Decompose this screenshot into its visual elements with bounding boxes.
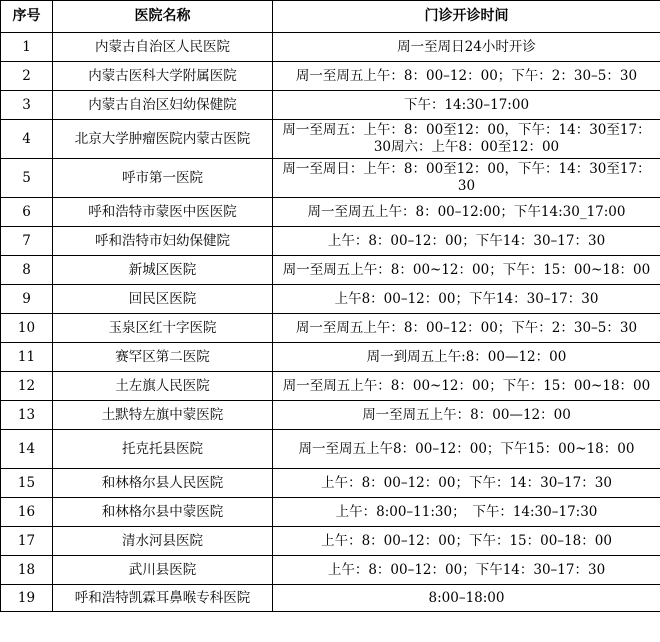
table-row (1, 120, 660, 159)
row-index: 4 (1, 120, 53, 159)
hospital-name: 土默特左旗中蒙医院 (53, 401, 273, 430)
row-index: 13 (1, 401, 53, 430)
hospital-name: 新城区医院 (53, 256, 273, 285)
clinic-hours: 周一至周五上午：8：00~12：00；下午：15：00~18：00 (273, 372, 660, 401)
clinic-hours: 周一至周日：上午：8：00至12：00，下午：14：30至17：30 (273, 159, 660, 198)
hospital-name: 呼和浩特市蒙医中医医院 (53, 198, 273, 227)
row-index: 11 (1, 343, 53, 372)
clinic-hours: 上午：8：00–12：00；下午：14：30–17：30 (273, 469, 660, 498)
row-index: 10 (1, 314, 53, 343)
clinic-hours: 上午：8:00–11:30； 下午：14:30–17:30 (273, 498, 660, 527)
table-row (1, 343, 660, 372)
hospital-name: 和林格尔县人民医院 (53, 469, 273, 498)
table-row (1, 372, 660, 401)
table-row (1, 314, 660, 343)
clinic-hours: 周一至周五上午：8：00–12:00；下午14:30_17:00 (273, 198, 660, 227)
header-hospital-name: 医院名称 (53, 1, 273, 33)
hospital-name: 内蒙古自治区妇幼保健院 (53, 91, 273, 120)
clinic-hours: 周一到周五上午:8：00—12：00 (273, 343, 660, 372)
clinic-hours: 周一至周五上午：8：00—12：00 (273, 401, 660, 430)
hospital-name: 内蒙古医科大学附属医院 (53, 62, 273, 91)
clinic-hours: 周一至周五上午：8：00~12：00；下午：15：00~18：00 (273, 256, 660, 285)
table-row (1, 556, 660, 585)
clinic-hours: 周一至周五上午：8：00–12：00；下午：2：30–5：30 (273, 314, 660, 343)
clinic-hours: 下午：14:30–17:00 (273, 91, 660, 120)
table-row (1, 91, 660, 120)
clinic-hours: 周一至周五上午8：00–12：00；下午15：00~18：00 (273, 430, 660, 469)
row-index: 16 (1, 498, 53, 527)
row-index: 2 (1, 62, 53, 91)
hospital-name: 清水河县医院 (53, 527, 273, 556)
table-row (1, 198, 660, 227)
clinic-hours: 上午：8：00–12：00；下午：15：00–18：00 (273, 527, 660, 556)
hospital-name: 玉泉区红十字医院 (53, 314, 273, 343)
table-row (1, 159, 660, 198)
clinic-hours: 周一至周五：上午：8：00至12：00，下午：14：30至17：30周六：上午8：00至12：00 (273, 120, 660, 159)
hospital-name: 北京大学肿瘤医院内蒙古医院 (53, 120, 273, 159)
clinic-hours: 8:00–18:00 (273, 585, 660, 612)
hospital-name: 和林格尔县中蒙医院 (53, 498, 273, 527)
hospital-name: 托克托县医院 (53, 430, 273, 469)
hospital-name: 回民区医院 (53, 285, 273, 314)
hospital-name: 土左旗人民医院 (53, 372, 273, 401)
table-row (1, 498, 660, 527)
table-row (1, 285, 660, 314)
row-index: 6 (1, 198, 53, 227)
clinic-hours: 上午：8：00–12：00；下午14：30–17：30 (273, 556, 660, 585)
hospital-name: 呼市第一医院 (53, 159, 273, 198)
row-index: 12 (1, 372, 53, 401)
table-row (1, 469, 660, 498)
hospital-name: 呼和浩特市妇幼保健院 (53, 227, 273, 256)
table-row (1, 227, 660, 256)
row-index: 18 (1, 556, 53, 585)
clinic-hours: 上午8：00–12：00；下午14：30–17：30 (273, 285, 660, 314)
hospital-name: 武川县医院 (53, 556, 273, 585)
row-index: 3 (1, 91, 53, 120)
row-index: 15 (1, 469, 53, 498)
row-index: 14 (1, 430, 53, 469)
clinic-hours: 周一至周五上午：8：00–12：00；下午：2：30–5：30 (273, 62, 660, 91)
row-index: 19 (1, 585, 53, 612)
table-row (1, 527, 660, 556)
row-index: 7 (1, 227, 53, 256)
table-row (1, 33, 660, 62)
hospital-name: 赛罕区第二医院 (53, 343, 273, 372)
table-row (1, 401, 660, 430)
row-index: 8 (1, 256, 53, 285)
clinic-hours: 上午：8：00–12：00；下午14：30–17：30 (273, 227, 660, 256)
header-clinic-hours: 门诊开诊时间 (273, 1, 660, 33)
table-row (1, 62, 660, 91)
table-row (1, 430, 660, 469)
table-row (1, 585, 660, 612)
header-index: 序号 (1, 1, 53, 33)
table-header-row (1, 1, 660, 33)
row-index: 5 (1, 159, 53, 198)
hospital-name: 呼和浩特凯霖耳鼻喉专科医院 (53, 585, 273, 612)
table-row (1, 256, 660, 285)
row-index: 1 (1, 33, 53, 62)
clinic-hours: 周一至周日24小时开诊 (273, 33, 660, 62)
hospital-name: 内蒙古自治区人民医院 (53, 33, 273, 62)
row-index: 17 (1, 527, 53, 556)
row-index: 9 (1, 285, 53, 314)
